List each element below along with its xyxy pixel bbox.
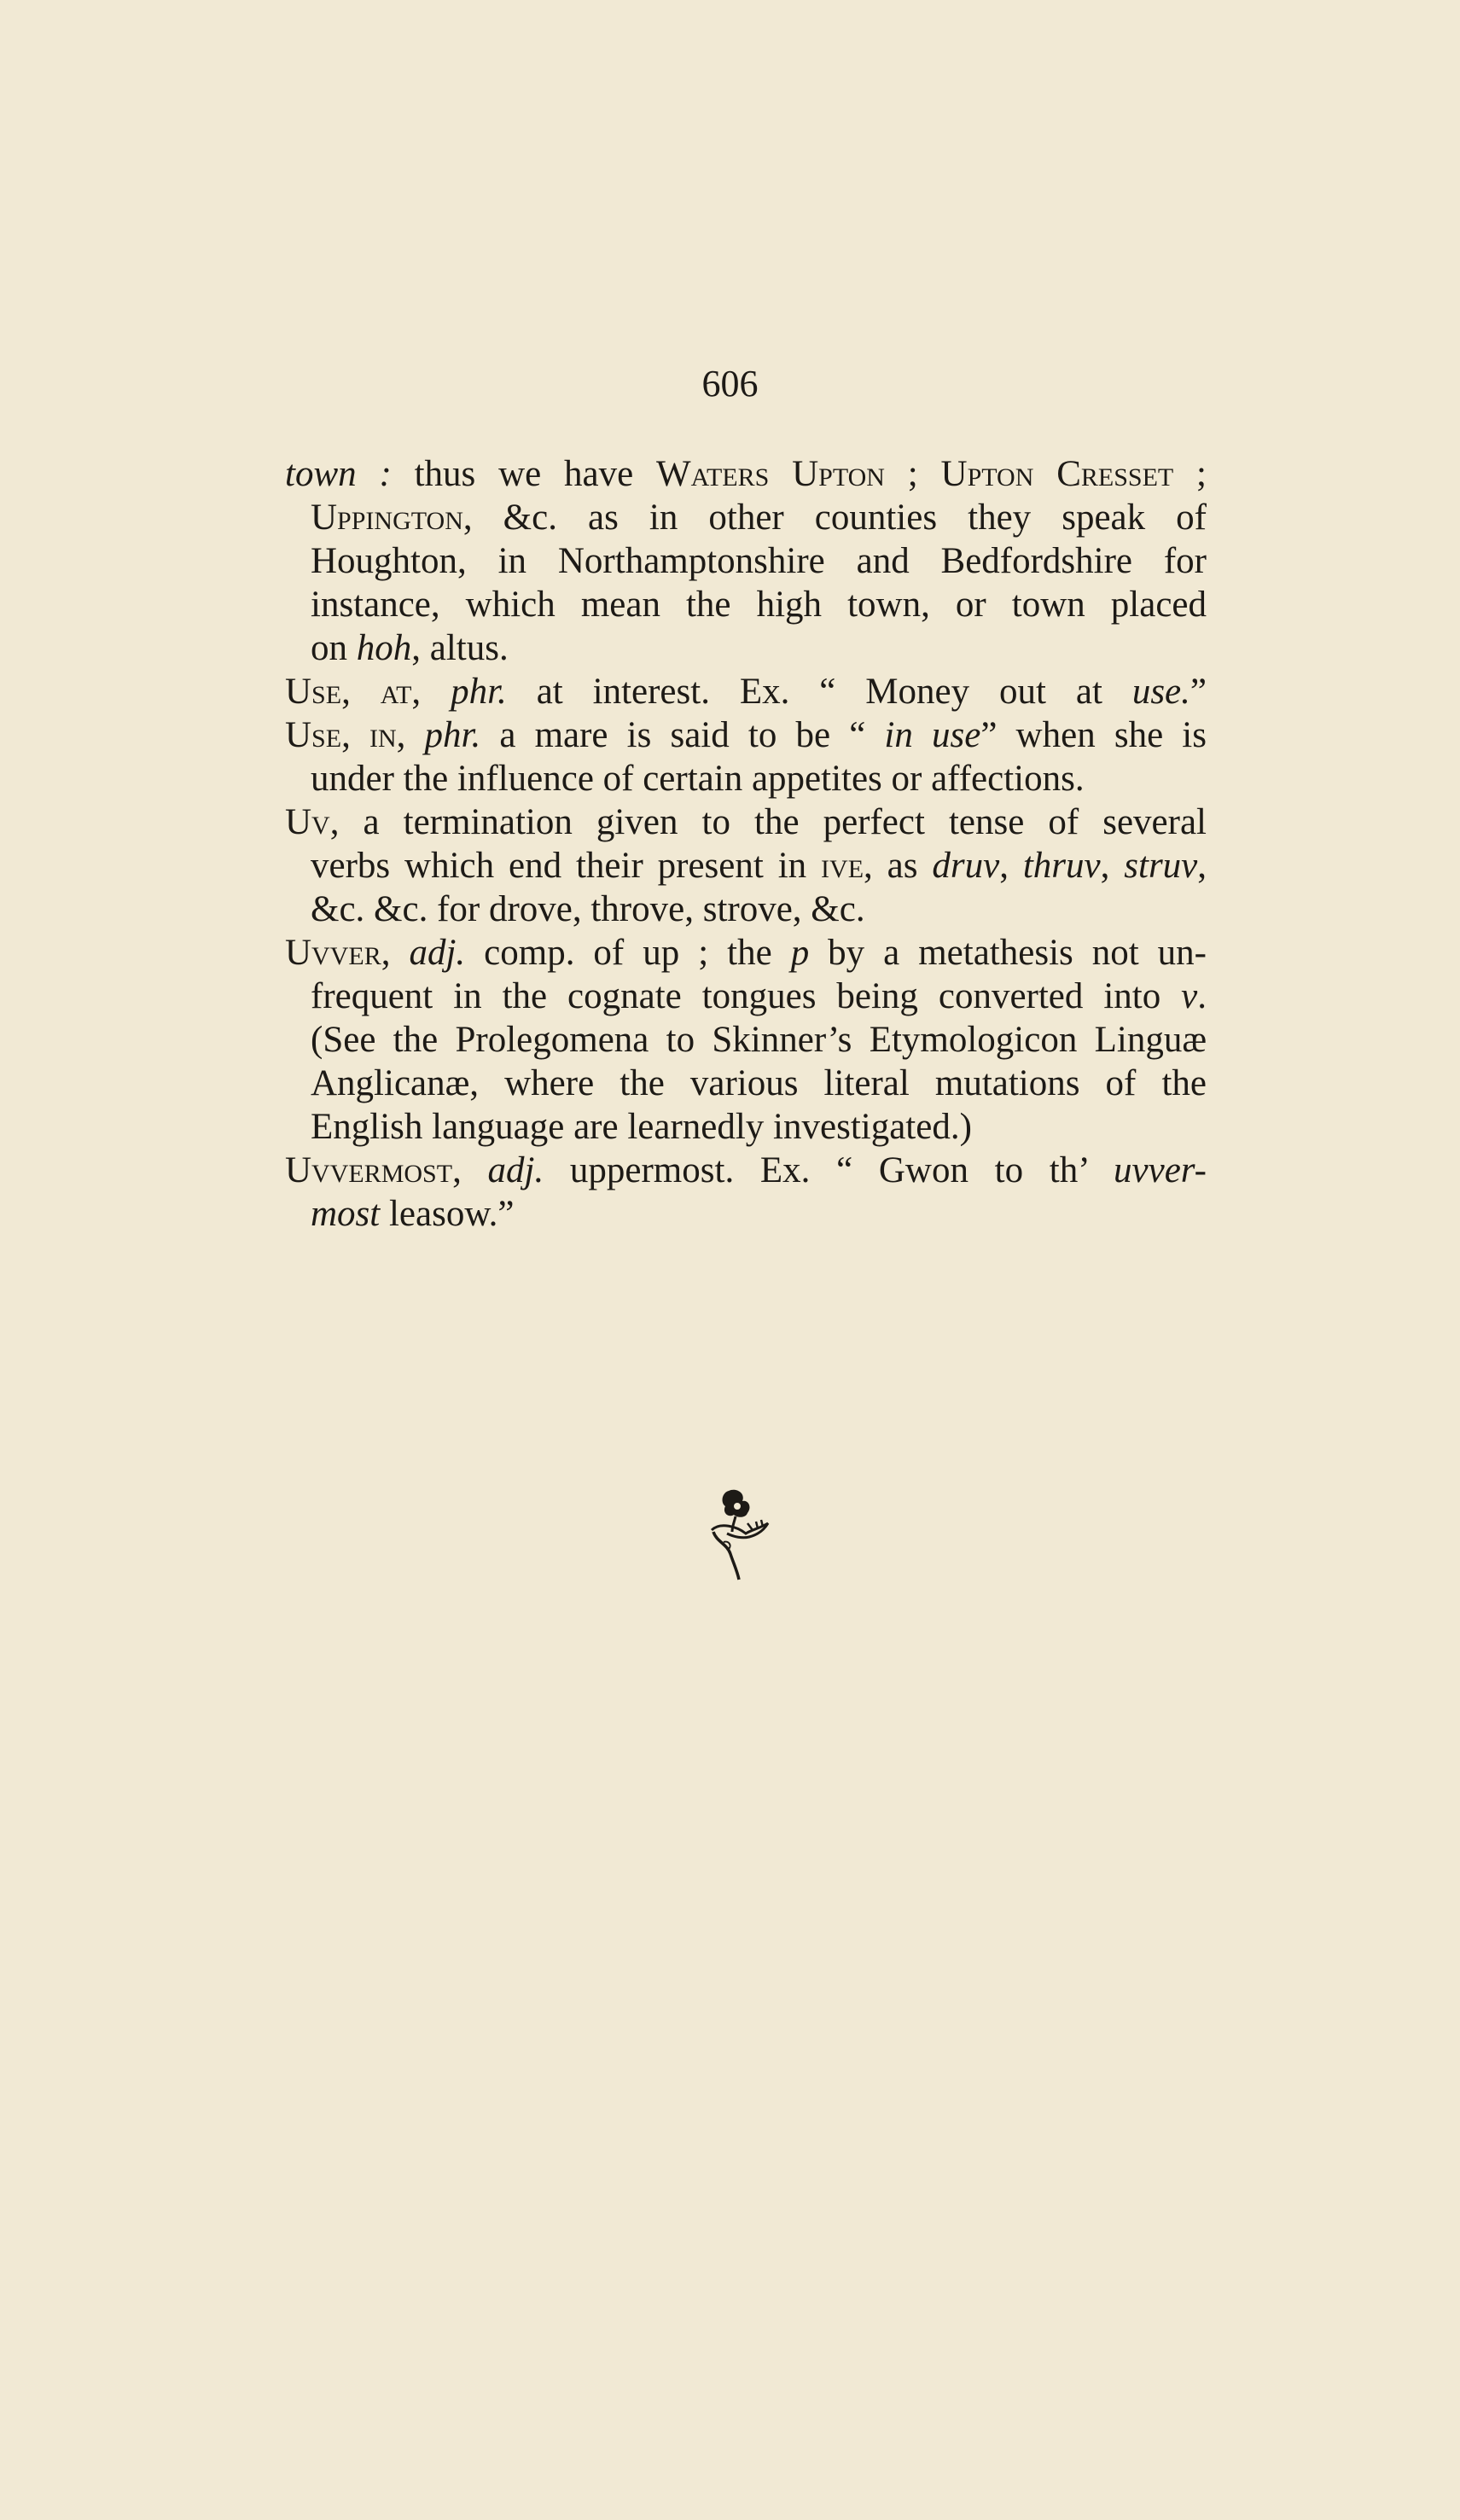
- text: by a metathesis not un-: [809, 933, 1207, 973]
- entry-line: [285, 800, 1207, 844]
- text: ,: [411, 672, 451, 712]
- glossary-entries: [285, 452, 1207, 1236]
- entry-line: [285, 583, 1207, 626]
- text: , &c. as in other counties they speak of: [462, 498, 1207, 538]
- suffix: ive: [821, 846, 864, 886]
- part-of-speech: adj.: [409, 933, 466, 973]
- text: frequent in the cognate tongues being converted into: [311, 976, 1182, 1016]
- entry-line: [285, 539, 1207, 583]
- place-name: Waters Upton: [656, 454, 885, 494]
- part-of-speech: adj.: [487, 1150, 544, 1190]
- italic-word: use.: [1131, 672, 1190, 712]
- headword: Uvvermost: [285, 1150, 453, 1190]
- entry-line: [285, 888, 1207, 931]
- italic-word: struv: [1124, 846, 1198, 886]
- place-name: Upton Cresset: [940, 454, 1174, 494]
- italic-word: in use: [884, 715, 981, 755]
- headword: Uv: [285, 802, 330, 842]
- entry-line: [285, 844, 1207, 888]
- entry-line: [285, 452, 1207, 496]
- text: English language are learnedly investigated.): [311, 1107, 972, 1147]
- entry-line: [285, 626, 1207, 670]
- entry-line: [285, 496, 1207, 539]
- text: leasow.”: [380, 1194, 515, 1234]
- place-name: Uppington: [311, 498, 463, 538]
- text: ”: [1190, 672, 1207, 712]
- page-number: 606: [701, 363, 759, 404]
- entry-line: [285, 713, 1207, 757]
- text: at interest. Ex. “ Money out at: [506, 672, 1132, 712]
- text: ;: [884, 454, 941, 494]
- text: .: [1197, 976, 1207, 1016]
- text: ” when she is: [980, 715, 1207, 755]
- text: a mare is said to be “: [480, 715, 885, 755]
- text: ,: [999, 846, 1023, 886]
- entry-line: [285, 670, 1207, 713]
- text: under the influence of certain appetites or affections.: [311, 759, 1085, 799]
- fleuron-ornament-icon: [708, 1489, 777, 1600]
- entry-line: [285, 931, 1207, 975]
- entry-line: [285, 757, 1207, 800]
- text: on: [311, 628, 357, 668]
- text: , a termination given to the perfect tense of several: [329, 802, 1207, 842]
- italic-word: town :: [285, 454, 392, 494]
- headword: Use, in: [285, 715, 397, 755]
- headword: Use, at: [285, 672, 412, 712]
- text: ,: [1197, 846, 1207, 886]
- text: ,: [381, 933, 410, 973]
- text: Houghton, in Northamptonshire and Bedfordshire for: [311, 541, 1207, 581]
- text: Anglicanæ, where the various literal mutations of the: [311, 1063, 1207, 1103]
- headword: Uvver: [285, 933, 381, 973]
- entry-line: [285, 1192, 1207, 1236]
- text: comp. of up ; the: [465, 933, 791, 973]
- text: uppermost. Ex. “ Gwon to th’: [544, 1150, 1114, 1190]
- italic-word: druv: [932, 846, 1000, 886]
- entry-line: [285, 1018, 1207, 1062]
- text: thus we have: [391, 454, 657, 494]
- entry-line: [285, 1062, 1207, 1105]
- text: ,: [396, 715, 425, 755]
- text: , altus.: [411, 628, 509, 668]
- part-of-speech: phr.: [451, 672, 507, 712]
- text: , as: [864, 846, 933, 886]
- text: instance, which mean the high town, or town placed: [311, 585, 1207, 625]
- entry-line: [285, 1105, 1207, 1149]
- text: &c. &c. for drove, throve, strove, &c.: [311, 889, 865, 929]
- text: ,: [452, 1150, 488, 1190]
- text: verbs which end their present in: [311, 846, 822, 886]
- text: ,: [1100, 846, 1125, 886]
- italic-word: uvver-: [1114, 1150, 1207, 1190]
- italic-word: most: [311, 1194, 381, 1234]
- italic-word: hoh: [356, 628, 412, 668]
- italic-word: thruv: [1022, 846, 1101, 886]
- part-of-speech: phr.: [424, 715, 481, 755]
- italic-word: p: [790, 933, 810, 973]
- entry-line: [285, 1149, 1207, 1192]
- entry-line: [285, 975, 1207, 1018]
- text: (See the Prolegomena to Skinner’s Etymologicon Linguæ: [311, 1020, 1207, 1060]
- text: ;: [1173, 454, 1207, 494]
- italic-word: v: [1181, 976, 1198, 1016]
